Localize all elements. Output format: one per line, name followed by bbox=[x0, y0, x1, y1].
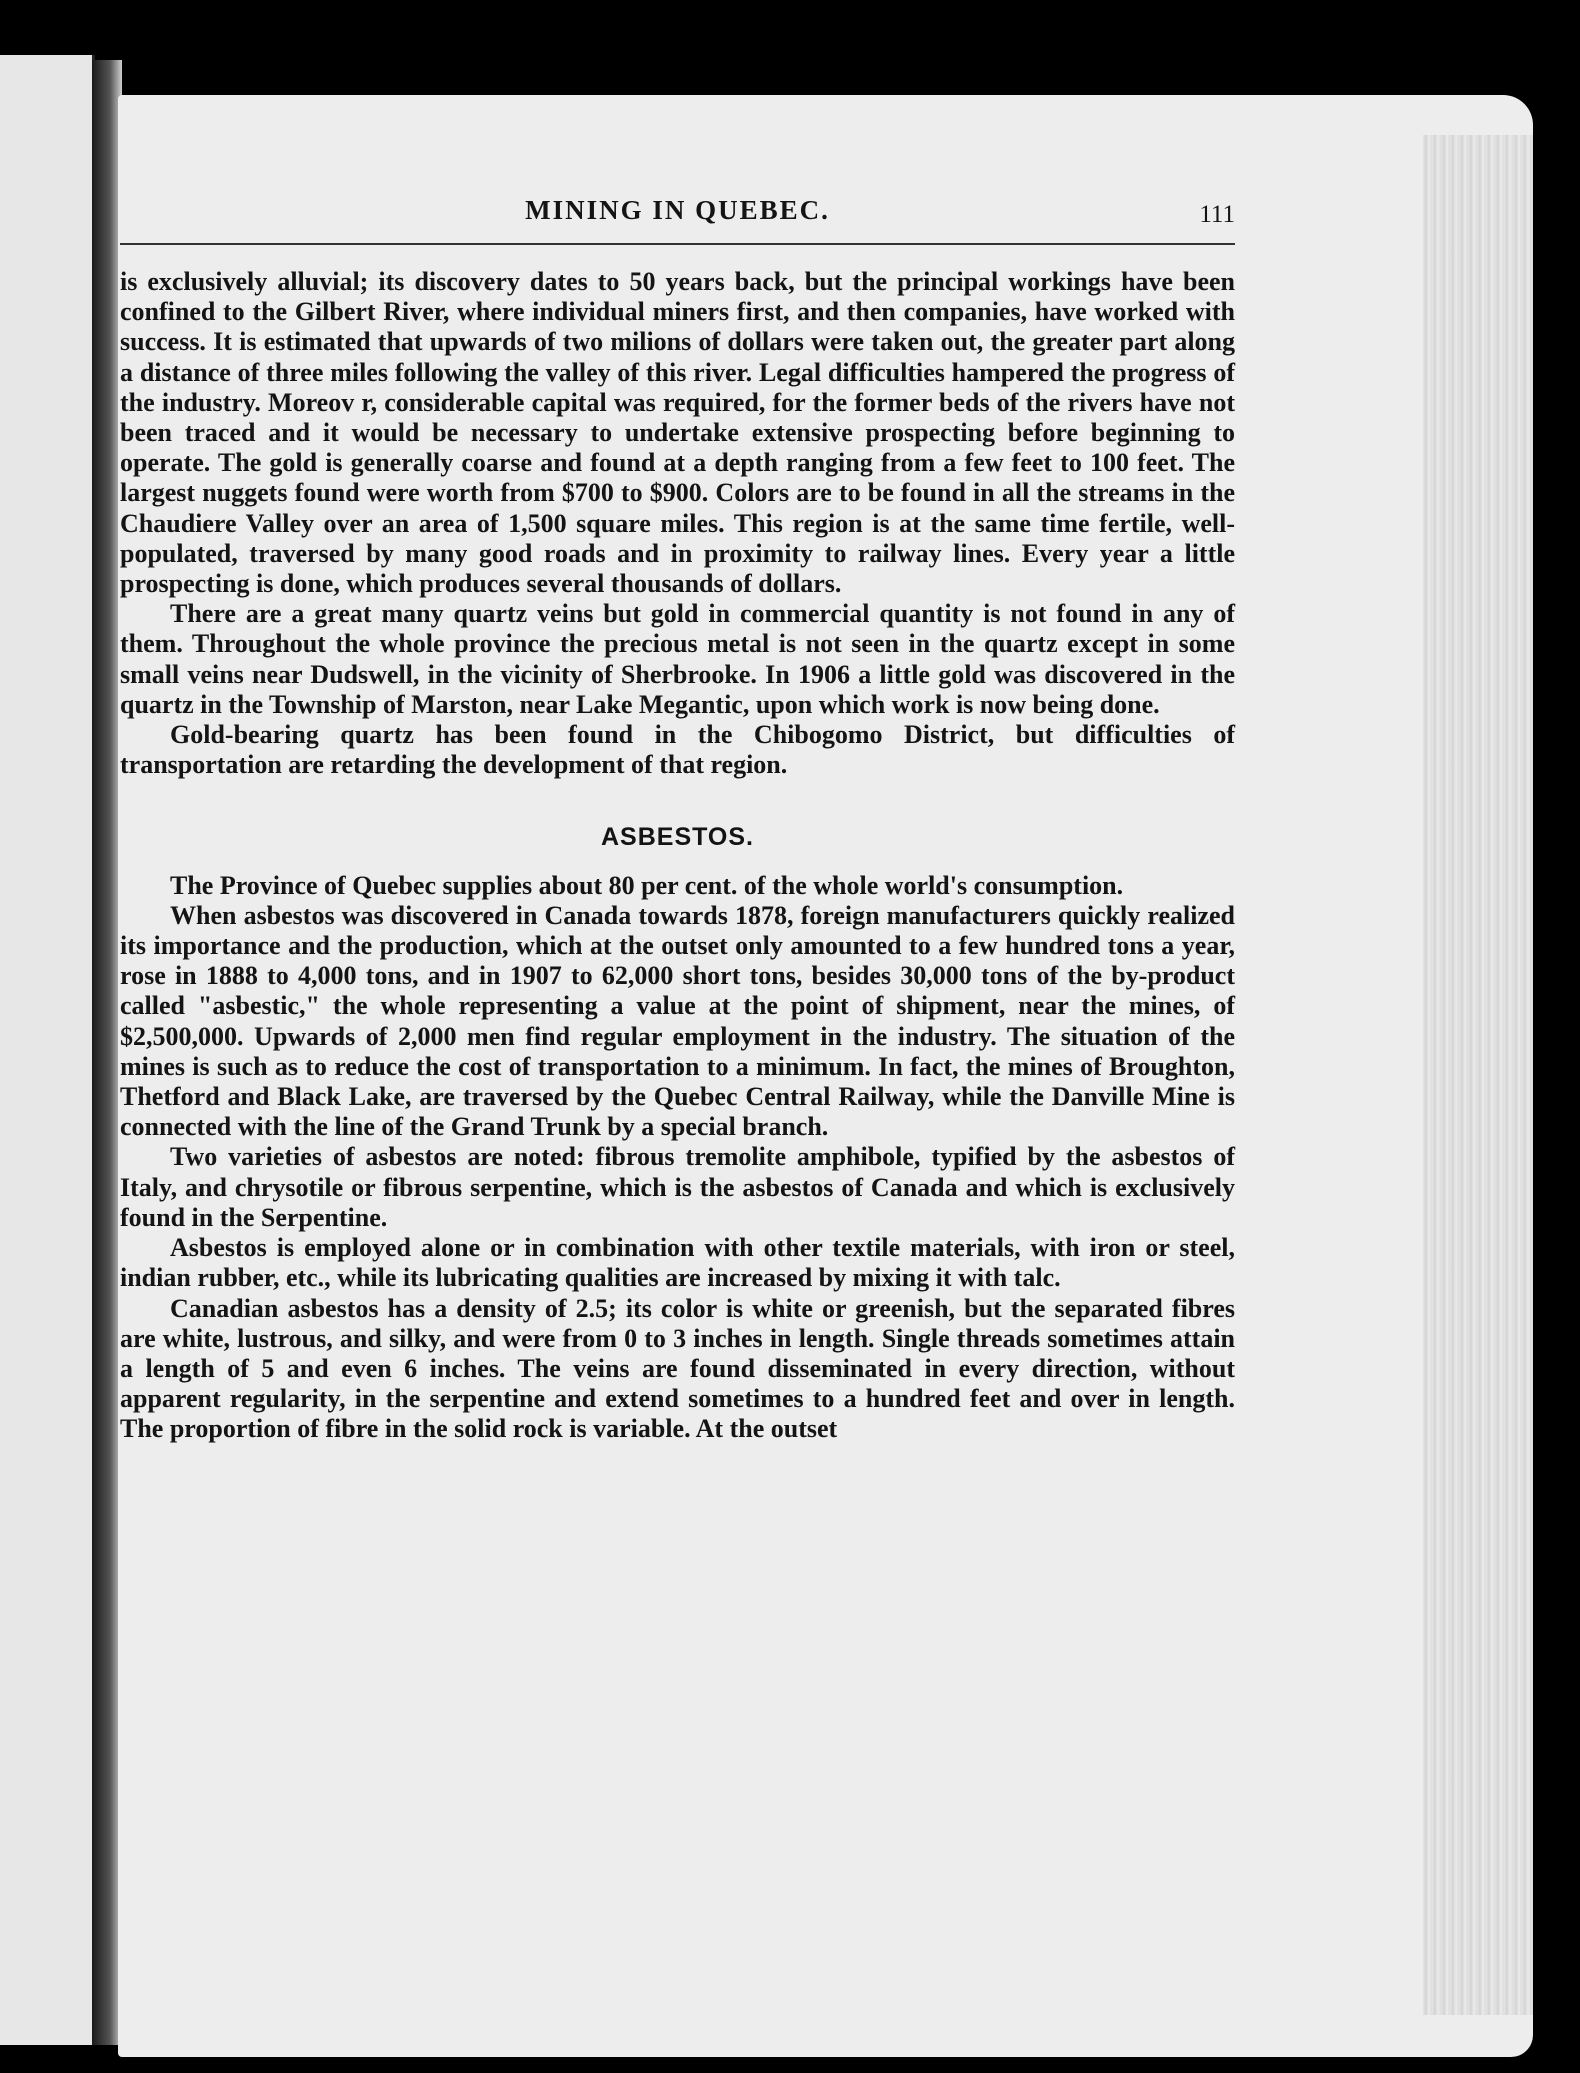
section-heading-asbestos: ASBESTOS. bbox=[600, 823, 755, 852]
page-fore-edge bbox=[1423, 135, 1533, 2015]
running-header bbox=[120, 185, 1235, 245]
paragraph-chibogomo: Gold-bearing quartz has been found in the Chibogomo District, but difficulties of transportation are retarding the development of that region. bbox=[120, 720, 1235, 780]
page-number: 111 bbox=[1199, 201, 1235, 228]
facing-page-edge bbox=[0, 55, 95, 2045]
paragraph-asbestos-discovery: When asbestos was discovered in Canada towards 1878, foreign manufacturers quickly realized its importance and the production, which at the outset only amounted to a few hundred tons a year, rose in 1888 to 4,000 tons, and in 1907 to 62,000 short tons, besides 30,000 tons of the by-product called "asbestic," the whole representing a value at the point of shipment, near the mines, of $2,500,000. Upwards of 2,000 men find regular employment in the industry. The situation of the mines is such as to reduce the cost of transportation to a minimum. In fact, the mines of Broughton, Thetford and Black Lake, are traversed by the Quebec Central Railway, while the Danville Mine is connected with the line of the Grand Trunk by a special branch. bbox=[120, 900, 1235, 1142]
paragraph-asbestos-uses: Asbestos is employed alone or in combination with other textile materials, with iron or steel, indian rubber, etc., while its lubricating qualities are increased by mixing it with talc. bbox=[120, 1233, 1235, 1293]
paragraph-asbestos-varieties: Two varieties of asbestos are noted: fibrous tremolite amphibole, typified by the asbestos of Italy, and chrysotile or fibrous serpentine, which is the asbestos of Canada and which is exclusively found in the Serpentine. bbox=[120, 1142, 1235, 1232]
paragraph-asbestos-properties: Canadian asbestos has a density of 2.5; its color is white or greenish, but the separated fibres are white, lustrous, and silky, and were from 0 to 3 inches in length. Single threads sometimes attain a length of 5 and even 6 inches. The veins are found disseminated in every direction, without apparent regularity, in the serpentine and extend sometimes to a hundred feet and over in length. The proportion of fibre in the solid rock is variable. At the outset bbox=[120, 1293, 1235, 1444]
paragraph-quartz-veins: There are a great many quartz veins but gold in commercial quantity is not found in any of them. Throughout the whole province the precious metal is not seen in the quartz except in some small veins near Dudswell, in the vicinity of Sherbrooke. In 1906 a little gold was discovered in the quartz in the Township of Marston, near Lake Megantic, upon which work is now being done. bbox=[120, 599, 1235, 719]
page-content bbox=[120, 185, 1235, 1445]
paragraph-gold-alluvial: is exclusively alluvial; its discovery dates to 50 years back, but the principal workings have been confined to the Gilbert River, where individual miners first, and then companies, have worked with success. It is estimated that upwards of two milions of dollars were taken out, the greater part along a distance of three miles following the valley of this river. Legal difficulties hampered the progress of the industry. Moreov r, considerable capital was required, for the former beds of the rivers have not been traced and it would be necessary to undertake extensive prospecting before beginning to operate. The gold is generally coarse and found at a depth ranging from a few feet to 100 feet. The largest nuggets found were worth from $700 to $900. Colors are to be found in all the streams in the Chaudiere Valley over an area of 1,500 square miles. This region is at the same time fertile, well-populated, traversed by many good roads and in proximity to railway lines. Every year a little prospecting is done, which produces several thousands of dollars. bbox=[120, 267, 1235, 599]
paragraph-asbestos-supply: The Province of Quebec supplies about 80 per cent. of the whole world's consumption. bbox=[170, 870, 1124, 900]
body-text bbox=[120, 267, 1235, 1445]
running-title: MINING IN QUEBEC. bbox=[525, 195, 830, 225]
